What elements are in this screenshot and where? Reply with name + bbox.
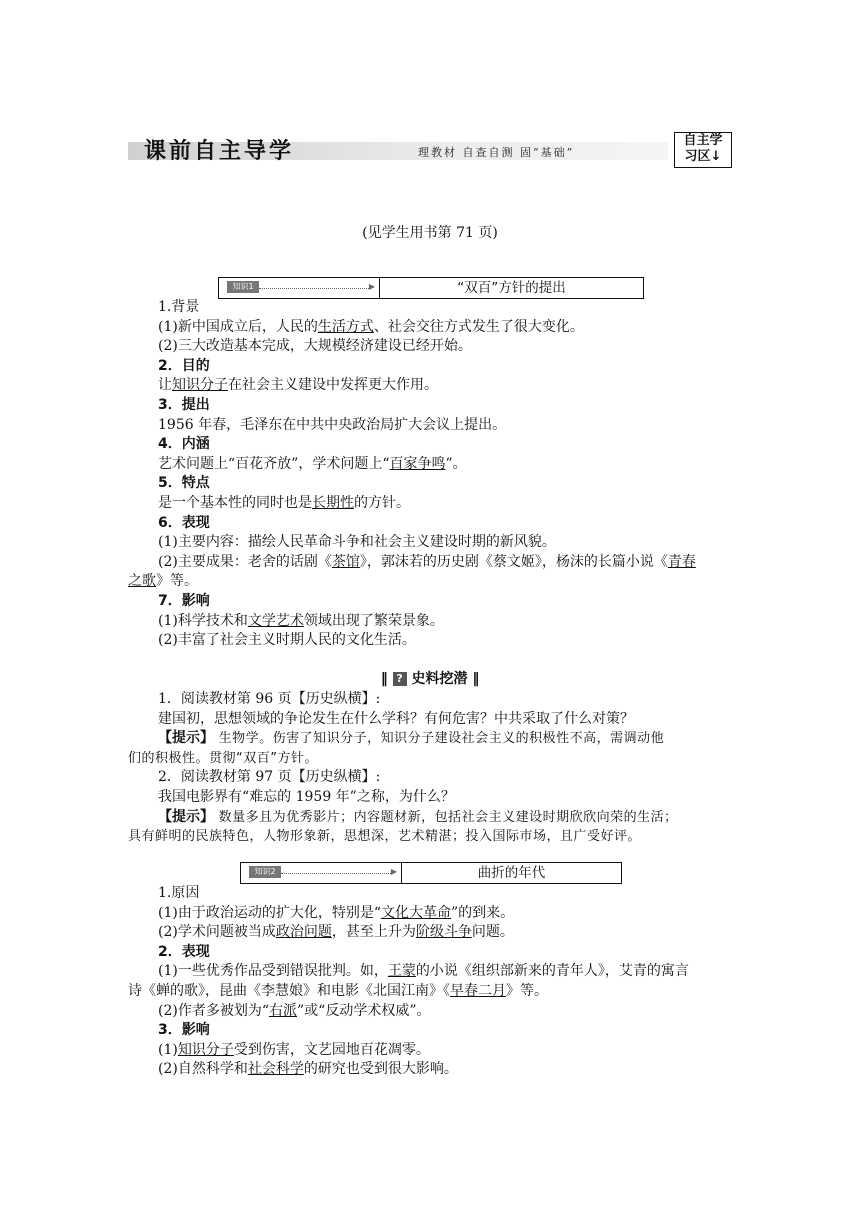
- text-line: [158, 904, 514, 923]
- text-line: [158, 884, 199, 903]
- text-line: [158, 631, 416, 650]
- bold-label: 6．表现: [158, 514, 210, 531]
- knowledge-title: 曲折的年代: [477, 865, 546, 881]
- bold-label: 3．提出: [158, 397, 210, 413]
- text-line: [158, 592, 210, 611]
- double-bar-icon: ‖: [472, 671, 480, 687]
- text-span: (2)作者多被划为“: [158, 1002, 269, 1019]
- bold-label: 【提示】: [158, 808, 214, 825]
- text-span: (1)主要内容：描绘人民革命斗争和社会主义建设时期的新风貌。: [158, 534, 556, 551]
- text-span: 领域出现了繁荣景象。: [303, 612, 444, 629]
- text-line: [128, 572, 198, 591]
- text-line: [158, 729, 664, 748]
- text-line: [158, 494, 410, 513]
- text-line: [158, 337, 472, 356]
- text-span: (2)三大改造基本完成，大规模经济建设已经开始。: [158, 338, 472, 355]
- bold-label: 3．影响: [158, 1022, 210, 1039]
- underlined-term: 社会科学: [247, 1061, 304, 1078]
- text-line: [158, 396, 210, 415]
- arrow-icon: ▶: [390, 867, 397, 876]
- underlined-term: 青春: [667, 553, 696, 570]
- text-line: [158, 962, 689, 981]
- underlined-term: 王蒙: [387, 963, 416, 980]
- text-line: [158, 923, 514, 942]
- section-banner: [128, 134, 728, 164]
- underlined-term: 阶级斗争: [415, 924, 472, 941]
- text-line: [158, 298, 199, 317]
- text-span: 2．阅读教材第 97 页【历史纵横】:: [158, 769, 381, 786]
- bold-label: 2．目的: [158, 357, 210, 374]
- text-span: 是一个基本性的同时也是: [158, 495, 312, 511]
- text-span: (2)丰富了社会主义时期人民的文化生活。: [158, 632, 416, 649]
- knowledge-box-1: [218, 277, 644, 299]
- zone-label-line-1: 自主学: [683, 133, 723, 148]
- text-span: (1)一些优秀作品受到错误批判。如，: [158, 963, 388, 980]
- text-span: 的方针。: [354, 495, 410, 511]
- text-line: [158, 553, 696, 572]
- knowledge-title: “双百”方针的提出: [457, 280, 566, 296]
- dotted-arrow-line: [259, 288, 369, 289]
- text-span: 问题。: [471, 924, 514, 941]
- text-span: 1．阅读教材第 96 页【历史纵横】:: [158, 691, 381, 707]
- text-span: 具有鲜明的民族特色，人物形象新，思想深，艺术精湛；投入国际市场，且广受好评。: [128, 829, 642, 845]
- text-line: [158, 416, 506, 435]
- text-span: 》等。: [156, 573, 198, 590]
- text-line: [158, 768, 380, 787]
- underlined-term: 生活方式: [317, 318, 374, 335]
- text-span: 1956 年春，毛泽东在中共中央政治局扩大会议上提出。: [158, 416, 507, 433]
- knowledge-tag: [241, 863, 402, 883]
- text-line: [128, 827, 641, 846]
- bold-label: 2．表现: [158, 943, 210, 960]
- text-span: 让: [158, 377, 172, 394]
- text-span: 艺术问题上“百花齐放”，学术问题上“: [158, 455, 390, 472]
- arrow-icon: ▶: [368, 282, 375, 291]
- underlined-term: 之歌: [128, 573, 156, 590]
- text-span: 我国电影界有“难忘的 1959 年”之称，为什么？: [158, 789, 455, 805]
- knowledge-chip: 知识1: [227, 281, 259, 293]
- text-span: 1.原因: [158, 885, 200, 901]
- text-line: [158, 435, 210, 454]
- text-line: [158, 1002, 430, 1021]
- underlined-term: 知识分子: [177, 1041, 234, 1058]
- text-line: [158, 357, 210, 376]
- knowledge-box-2: [240, 862, 622, 884]
- text-span: 受到伤害，文艺园地百花凋零。: [233, 1041, 430, 1058]
- banner-tagline: 理教材 自查自测 固“基础”: [418, 146, 575, 159]
- text-line: [158, 788, 455, 807]
- text-span: ，甚至上升为: [331, 924, 416, 941]
- text-line: [158, 1041, 430, 1060]
- text-span: ”或“反动学术权威”。: [297, 1002, 431, 1019]
- dotted-arrow-line: [281, 873, 391, 874]
- text-span: 数量多且为优秀影片；内容题材新，包括社会主义建设时期欣欣向荣的生活；: [214, 809, 678, 825]
- knowledge-tag: [219, 278, 380, 298]
- mining-title: 史料挖潜: [411, 671, 468, 687]
- text-line: [128, 749, 318, 768]
- bold-label: 5．特点: [158, 475, 210, 492]
- text-span: 的小说《组织部新来的青年人》，艾青的寓言: [415, 963, 689, 980]
- text-line: [158, 943, 210, 962]
- question-icon: ?: [393, 672, 407, 686]
- text-span: 建国初，思想领域的争论发生在什么学科？有何危害？中共采取了什么对策？: [158, 710, 634, 727]
- bold-label: 7．影响: [158, 593, 210, 609]
- text-span: 生物学。伤害了知识分子，知识分子建设社会主义的积极性不高，需调动他: [214, 731, 665, 747]
- text-span: (1)新中国成立后，人民的: [158, 318, 318, 335]
- text-span: (2)主要成果：老舍的话剧《: [158, 553, 332, 570]
- double-bar-icon: ‖: [380, 671, 388, 687]
- text-span: 在社会主义建设中发挥更大作用。: [228, 377, 438, 394]
- underlined-term: 长期性: [312, 495, 354, 511]
- underlined-term: 早春二月: [450, 983, 506, 999]
- bold-label: 4．内涵: [158, 436, 210, 453]
- text-line: [158, 1021, 210, 1040]
- text-span: 》等。: [506, 983, 548, 999]
- text-span: (2)自然科学和: [158, 1061, 248, 1078]
- study-zone-label: [674, 132, 732, 168]
- underlined-term: 知识分子: [172, 377, 228, 394]
- text-line: [158, 533, 556, 552]
- underlined-term: 文化大革命: [381, 904, 451, 921]
- reference-note: (见学生用书第 71 页): [362, 225, 498, 241]
- text-line: [158, 376, 438, 395]
- text-span: 诗《蝉的歌》，昆曲《李慧娘》和电影《北国江南》《: [128, 983, 450, 999]
- text-span: 、社会交往方式发生了很大变化。: [373, 318, 584, 335]
- underlined-term: 茶馆: [331, 553, 360, 570]
- mining-heading: [0, 668, 860, 688]
- bold-label: 【提示】: [158, 730, 214, 747]
- text-line: [158, 474, 210, 493]
- text-span: (2)学术问题被当成: [158, 924, 276, 941]
- underlined-term: 政治问题: [275, 924, 332, 941]
- text-line: [158, 514, 210, 533]
- text-line: [158, 1060, 458, 1079]
- text-span: ”。: [445, 455, 467, 472]
- banner-title: 课前自主导学: [144, 139, 295, 164]
- text-line: [158, 808, 678, 827]
- text-line: [158, 612, 444, 631]
- text-span: (1): [158, 1041, 178, 1058]
- text-span: 》，郭沫若的历史剧《蔡文姬》，杨沫的长篇小说《: [359, 553, 668, 570]
- text-line: [158, 690, 380, 709]
- underlined-term: 文学艺术: [247, 612, 304, 629]
- knowledge-chip: 知识2: [249, 866, 281, 878]
- text-span: ”的到来。: [451, 904, 515, 921]
- text-span: 1.背景: [158, 299, 200, 315]
- underlined-term: 百家争鸣: [389, 455, 446, 472]
- text-line: [158, 455, 467, 474]
- text-span: 们的积极性。贯彻“双百”方针。: [128, 750, 318, 766]
- underlined-term: 右派: [269, 1002, 297, 1019]
- text-span: (1)科学技术和: [158, 612, 248, 629]
- text-line: [128, 982, 548, 1001]
- text-span: (1)由于政治运动的扩大化，特别是“: [158, 904, 381, 921]
- zone-label-line-2: 习区↓: [684, 149, 722, 164]
- text-line: [158, 318, 584, 337]
- text-span: 的研究也受到很大影响。: [303, 1061, 458, 1078]
- text-line: [158, 710, 634, 729]
